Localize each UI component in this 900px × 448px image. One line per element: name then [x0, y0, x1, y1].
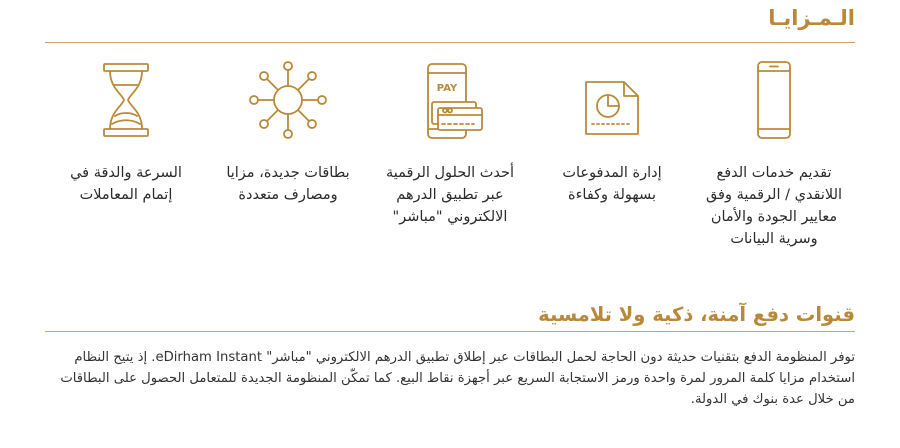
channels-divider	[45, 331, 855, 332]
feature-label: أحدث الحلول الرقمية عبر تطبيق الدرهم الالكتروني "مباشر"	[385, 165, 514, 225]
section-title: الـمـزايـا	[768, 6, 855, 30]
feature-label: إدارة المدفوعات بسهولة وكفاءة	[562, 165, 662, 203]
feature-label: السرعة والدقة في إتمام المعاملات	[70, 165, 182, 203]
channels-description: توفر المنظومة الدفع بتقنيات حديثة دون الحاجة لحمل البطاقات عبر إطلاق تطبيق الدرهم الالكتروني "مباشر" eDirham Instant. إذ يتيح النظام استخدام مزايا كلمة المرور لمرة واحدة ورمز الاستجابة السريع عبر أجهزة نقاط البيع. كما تمكّن المنظومة الجديدة للمتعامل الحصول على البطاقات من خلال عدة بنوك في الدولة.	[60, 350, 855, 407]
feature-label: بطاقات جديدة، مزايا ومصارف متعددة	[226, 165, 350, 203]
payments-document-icon	[570, 58, 654, 142]
pay-text: PAY	[436, 83, 458, 94]
hourglass-icon	[84, 58, 168, 142]
feature-label: تقديم خدمات الدفع اللانقدي / الرقمية وفق معايير الجودة والأمان وسرية البيانات	[705, 165, 843, 247]
section-divider	[45, 42, 855, 43]
mobile-pay-cards-icon	[408, 58, 492, 142]
smartphone-icon	[732, 58, 816, 142]
feature-item	[693, 58, 855, 298]
feature-item	[531, 58, 693, 298]
channels-title: قنوات دفع آمنة، ذكية ولا تلامسية	[538, 303, 855, 326]
features-list	[45, 58, 855, 298]
feature-item	[45, 58, 207, 298]
feature-item	[207, 58, 369, 298]
network-hub-icon	[246, 58, 330, 142]
feature-item	[369, 58, 531, 298]
